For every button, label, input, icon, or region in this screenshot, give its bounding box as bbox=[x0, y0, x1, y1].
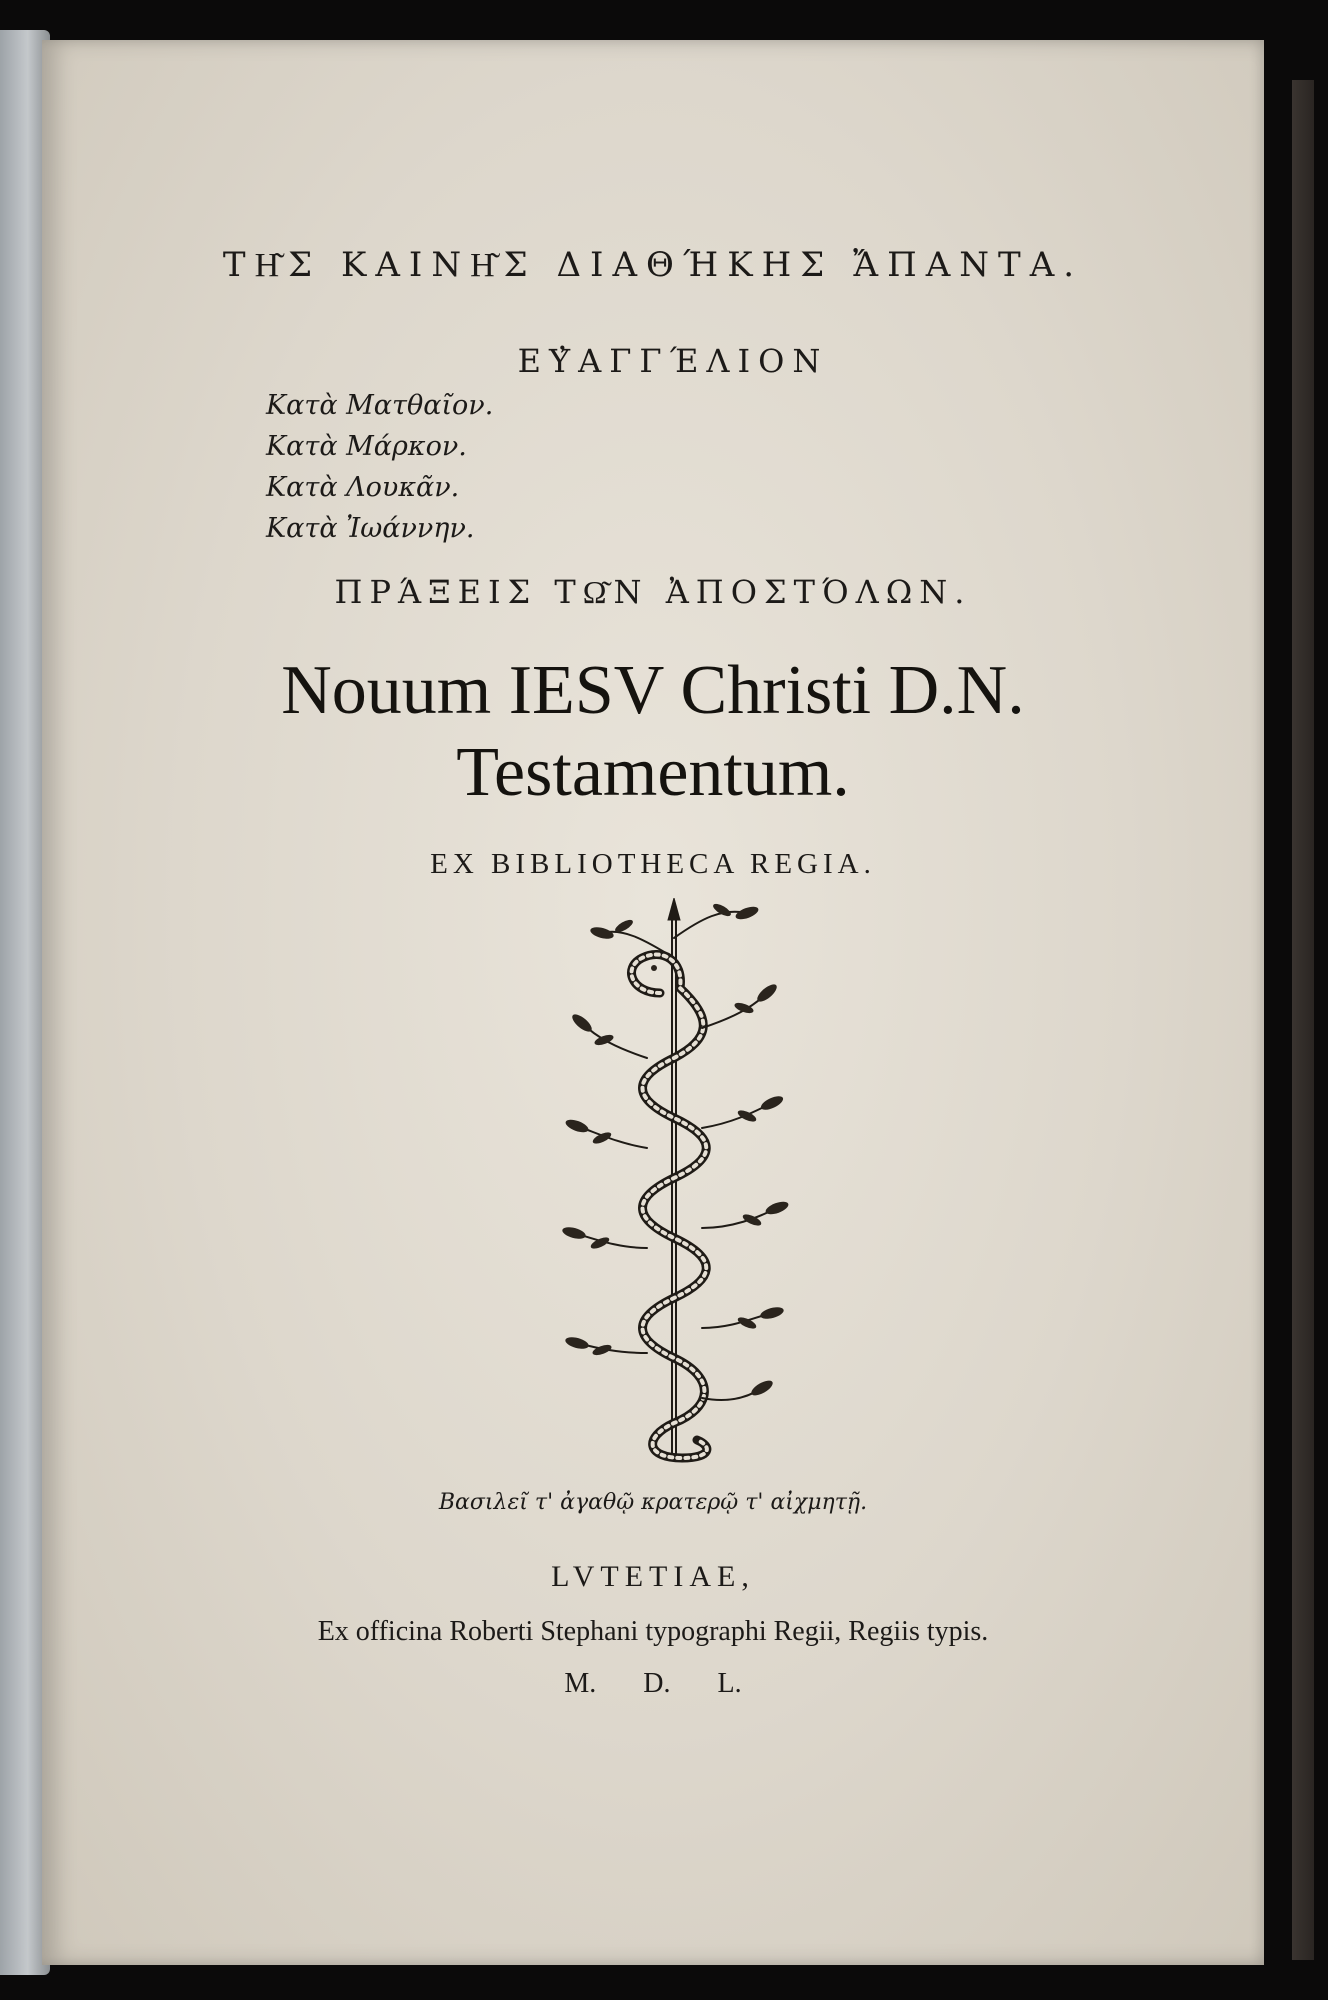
gospel-mark: Κατὰ Μάρκον. bbox=[266, 431, 467, 462]
device-motto: Βασιλεῖ τ' ἀγαθῷ κρατερῷ τ' αἰχμητῇ. bbox=[438, 1490, 868, 1515]
bibliotheca-line: EX BIBLIOTHECA REGIA. bbox=[430, 848, 876, 880]
acts-heading: ΠΡΆΞΕΙΣ ΤΩ͂Ν ἈΠΟΣΤΌΛΩΝ. bbox=[334, 573, 972, 611]
right-page-stack bbox=[1292, 80, 1314, 1960]
gospel-matthew: Κατὰ Ματθαῖον. bbox=[266, 390, 494, 421]
latin-title-line-1: Nouum IESV Christi D.N. bbox=[281, 652, 1025, 729]
gospel-list bbox=[266, 385, 766, 549]
imprint-printer: Ex officina Roberti Stephani typographi Regii, Regiis typis. bbox=[317, 1616, 989, 1647]
gospel-luke: Κατὰ Λουκᾶν. bbox=[266, 472, 460, 503]
serpent-spear-device-icon bbox=[562, 898, 792, 1478]
euangelion-heading: ΕΥ̓ΑΓΓΈΛΙΟΝ bbox=[517, 342, 829, 380]
latin-title bbox=[42, 650, 1264, 814]
gospel-john: Κατὰ Ἰωάννην. bbox=[266, 513, 475, 544]
latin-title-line-2: Testamentum. bbox=[456, 734, 850, 811]
title-page bbox=[42, 40, 1264, 1965]
imprint-city: LVTETIAE, bbox=[551, 1560, 755, 1593]
greek-title: ΤΗ͂Σ ΚΑΙΝΗ͂Σ ΔΙΑΘΉΚΗΣ ἌΠΑΝΤΑ. bbox=[222, 245, 1084, 285]
imprint-date: M. D. L. bbox=[564, 1668, 742, 1699]
